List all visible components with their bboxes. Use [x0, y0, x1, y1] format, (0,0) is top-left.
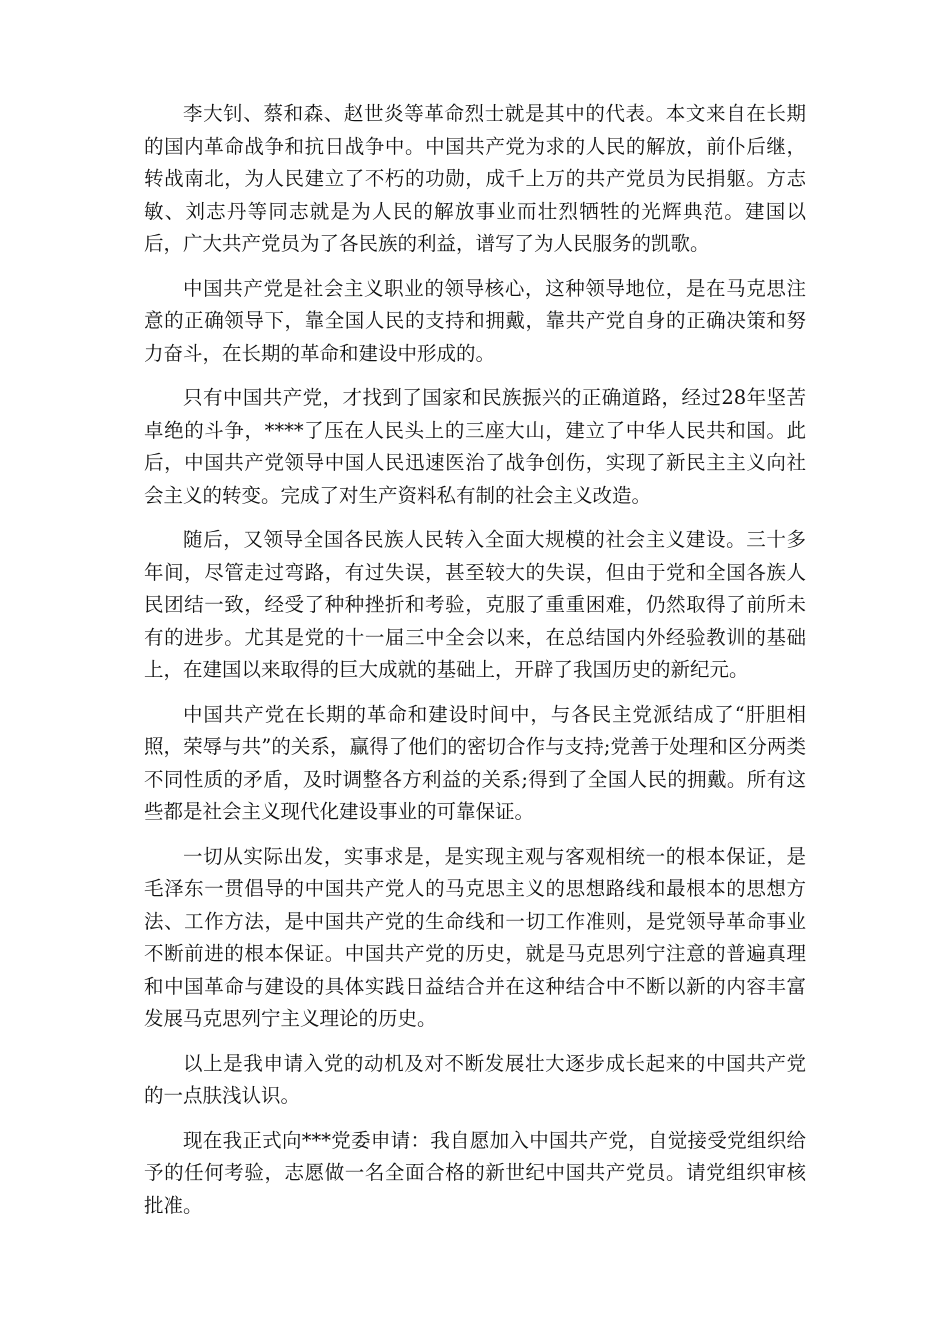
paragraph-7: 以上是我申请入党的动机及对不断发展壮大逐步成长起来的中国共产党的一点肤浅认识。 — [144, 1051, 806, 1107]
paragraph-4: 随后，又领导全国各民族人民转入全面大规模的社会主义建设。三十多年间，尽管走过弯路，有过失误，甚至较大的失误，但由于党和全国各族人民团结一致，经受了种种挫折和考验，克服了重重困难，仍然取得了前所未有的进步。尤其是党的十一届三中全会以来，在总结国内外经验教训的基础上，在建国以来取得的巨大成就的基础上，开辟了我国历史的新纪元。 — [144, 528, 806, 681]
paragraph-6: 一切从实际出发，实事求是，是实现主观与客观相统一的根本保证，是毛泽东一贯倡导的中国共产党人的马克思主义的思想路线和最根本的思想方法、工作方法，是中国共产党的生命线和一切工作准则，是党领导革命事业不断前进的根本保证。中国共产党的历史，就是马克思列宁注意的普遍真理和中国革命与建设的具体实践日益结合并在这种结合中不断以新的内容丰富发展马克思列宁主义理论的历史。 — [144, 844, 806, 1030]
paragraph-1: 李大钊、蔡和森、赵世炎等革命烈士就是其中的代表。本文来自在长期的国内革命战争和抗日战争中。中国共产党为求的人民的解放，前仆后继，转战南北，为人民建立了不朽的功勋，成千上万的共产党员为民捐躯。方志敏、刘志丹等同志就是为人民的解放事业而壮烈牺牲的光辉典范。建国以后，广大共产党员为了各民族的利益，谱写了为人民服务的凯歌。 — [144, 102, 806, 255]
paragraph-8: 现在我正式向***党委申请：我自愿加入中国共产党，自觉接受党组织给予的任何考验，志愿做一名全面合格的新世纪中国共产党员。请党组织审核批准。 — [144, 1128, 806, 1217]
paragraph-2: 中国共产党是社会主义职业的领导核心，这种领导地位，是在马克思注意的正确领导下，靠全国人民的支持和拥戴，靠共产党自身的正确决策和努力奋斗，在长期的革命和建设中形成的。 — [144, 276, 806, 365]
paragraph-5: 中国共产党在长期的革命和建设时间中，与各民主党派结成了“肝胆相照，荣辱与共”的关系，赢得了他们的密切合作与支持;党善于处理和区分两类不同性质的矛盾，及时调整各方利益的关系;得到了全国人民的拥戴。所有这些都是社会主义现代化建设事业的可靠保证。 — [144, 702, 806, 823]
paragraph-3: 只有中国共产党，才找到了国家和民族振兴的正确道路，经过28年坚苦卓绝的斗争，****了压在人民头上的三座大山，建立了中华人民共和国。此后，中国共产党领导中国人民迅速医治了战争创伤，实现了新民主主义向社会主义的转变。完成了对生产资料私有制的社会主义改造。 — [144, 386, 806, 507]
document-body — [144, 98, 806, 1234]
